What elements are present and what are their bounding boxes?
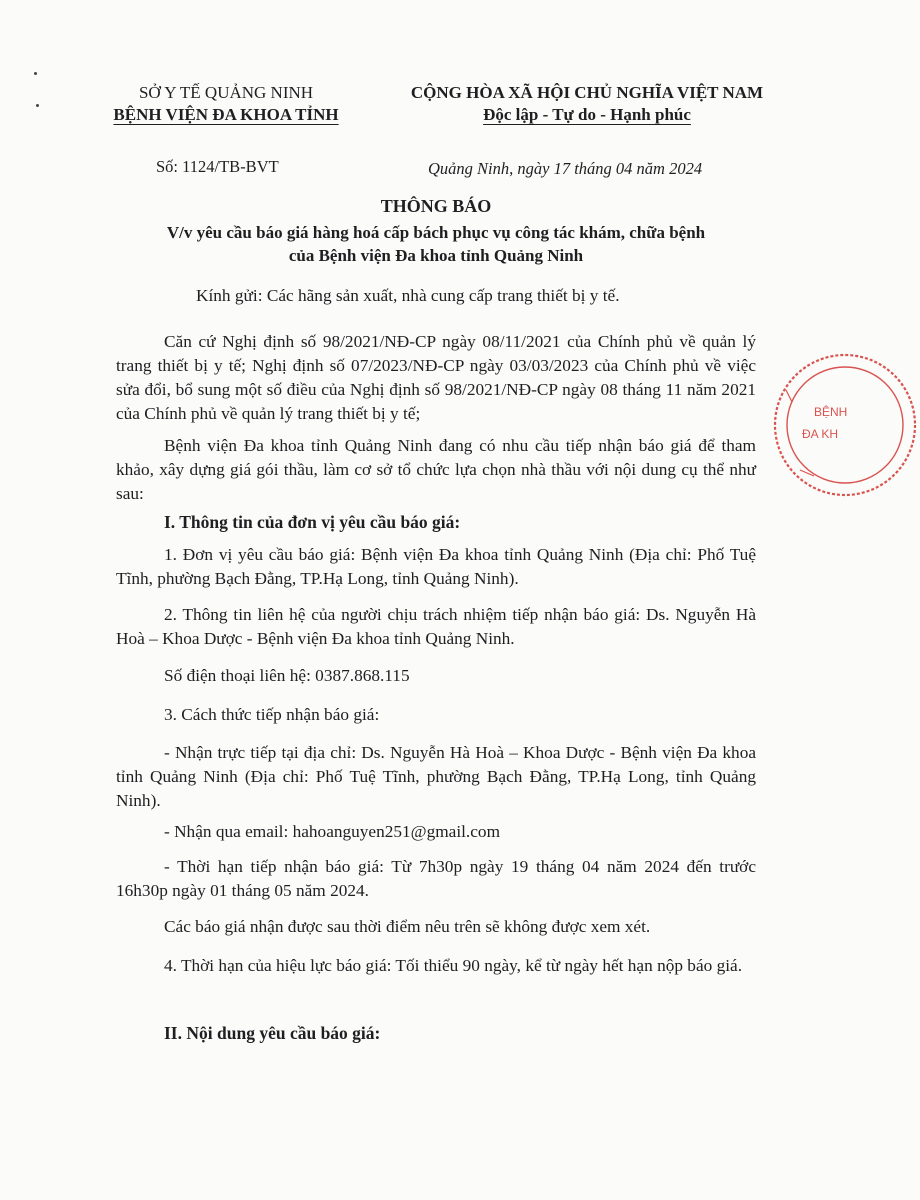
section-1-heading: I. Thông tin của đơn vị yêu cầu báo giá:: [164, 512, 461, 532]
agency-parent: SỞ Y TẾ QUẢNG NINH: [138, 83, 314, 102]
legal-basis-paragraph: Căn cứ Nghị định số 98/2021/NĐ-CP ngày 08/11/2021 của Chính phủ về quản lý trang thiết bị y tế; Nghị định số 07/2023/NĐ-CP ngày 03/03/2023 của Chính phủ về việc sửa đổi, bổ sung một số điều của Nghị định số 98/2021/NĐ-CP ngày 08 tháng 11 năm 2021 của Chính phủ về quản lý trang thiết bị y tế;: [116, 332, 756, 423]
doc-number: Số: 1124/TB-BVT: [156, 157, 279, 176]
section-2-heading: II. Nội dung yêu cầu báo giá:: [164, 1023, 381, 1043]
stamp-text-2: ĐA KH: [802, 427, 839, 441]
national-title: CỘNG HÒA XÃ HỘI CHỦ NGHĨA VIỆT NAM: [410, 83, 764, 102]
deadline-paragraph: - Thời hạn tiếp nhận báo giá: Từ 7h30p ngày 19 tháng 04 năm 2024 đến trước 16h30p ngày 01 tháng 05 năm 2024.: [116, 857, 756, 900]
direct-receipt-paragraph: - Nhận trực tiếp tại địa chỉ: Ds. Nguyễn Hà Hoà – Khoa Dược - Bệnh viện Đa khoa tỉnh Quảng Ninh (Địa chỉ: Phố Tuệ Tĩnh, phường Bạch Đằng, TP.Hạ Long, tỉnh Quảng Ninh).: [116, 743, 756, 810]
scan-speck: [34, 72, 37, 75]
national-motto-text: Độc lập - Tự do - Hạnh phúc: [483, 105, 691, 124]
validity-paragraph: 4. Thời hạn của hiệu lực báo giá: Tối thiểu 90 ngày, kể từ ngày hết hạn nộp báo giá.: [164, 956, 743, 975]
email-paragraph: - Nhận qua email: hahoanguyen251@gmail.com: [164, 822, 501, 841]
receipt-method-paragraph: 3. Cách thức tiếp nhận báo giá:: [164, 705, 380, 724]
agency-name-text: BỆNH VIỆN ĐA KHOA TỈNH: [113, 105, 339, 124]
contact-person-paragraph: 2. Thông tin liên hệ của người chịu trách nhiệm tiếp nhận báo giá: Ds. Nguyễn Hà Hoà – Khoa Dược - Bệnh viện Đa khoa tỉnh Quảng Ninh.: [116, 605, 756, 648]
requesting-unit-paragraph: 1. Đơn vị yêu cầu báo giá: Bệnh viện Đa khoa tỉnh Quảng Ninh (Địa chỉ: Phố Tuệ Tĩnh, phường Bạch Đằng, TP.Hạ Long, tỉnh Quảng Ninh).: [116, 545, 756, 588]
doc-title: THÔNG BÁO: [380, 196, 492, 216]
recipient-line: Kính gửi: Các hãng sản xuất, nhà cung cấp trang thiết bị y tế.: [196, 286, 620, 305]
national-motto: [384, 104, 790, 126]
stamp-text-1: BỆNH: [814, 405, 848, 419]
doc-subject-line-1: V/v yêu cầu báo giá hàng hoá cấp bách phục vụ công tác khám, chữa bệnh: [166, 223, 706, 242]
scan-speck: [36, 104, 39, 107]
agency-name: [90, 104, 362, 126]
doc-subject-line-2: của Bệnh viện Đa khoa tỉnh Quảng Ninh: [288, 246, 584, 265]
late-notice-paragraph: Các báo giá nhận được sau thời điểm nêu trên sẽ không được xem xét.: [164, 917, 651, 936]
purpose-paragraph: Bệnh viện Đa khoa tỉnh Quảng Ninh đang có nhu cầu tiếp nhận báo giá để tham khảo, xây dựng giá gói thầu, làm cơ sở tổ chức lựa chọn nhà thầu với nội dung cụ thể như sau:: [116, 436, 756, 503]
red-seal-stamp: [770, 350, 920, 500]
place-date: Quảng Ninh, ngày 17 tháng 04 năm 2024: [428, 159, 703, 178]
phone-paragraph: Số điện thoại liên hệ: 0387.868.115: [164, 666, 410, 685]
